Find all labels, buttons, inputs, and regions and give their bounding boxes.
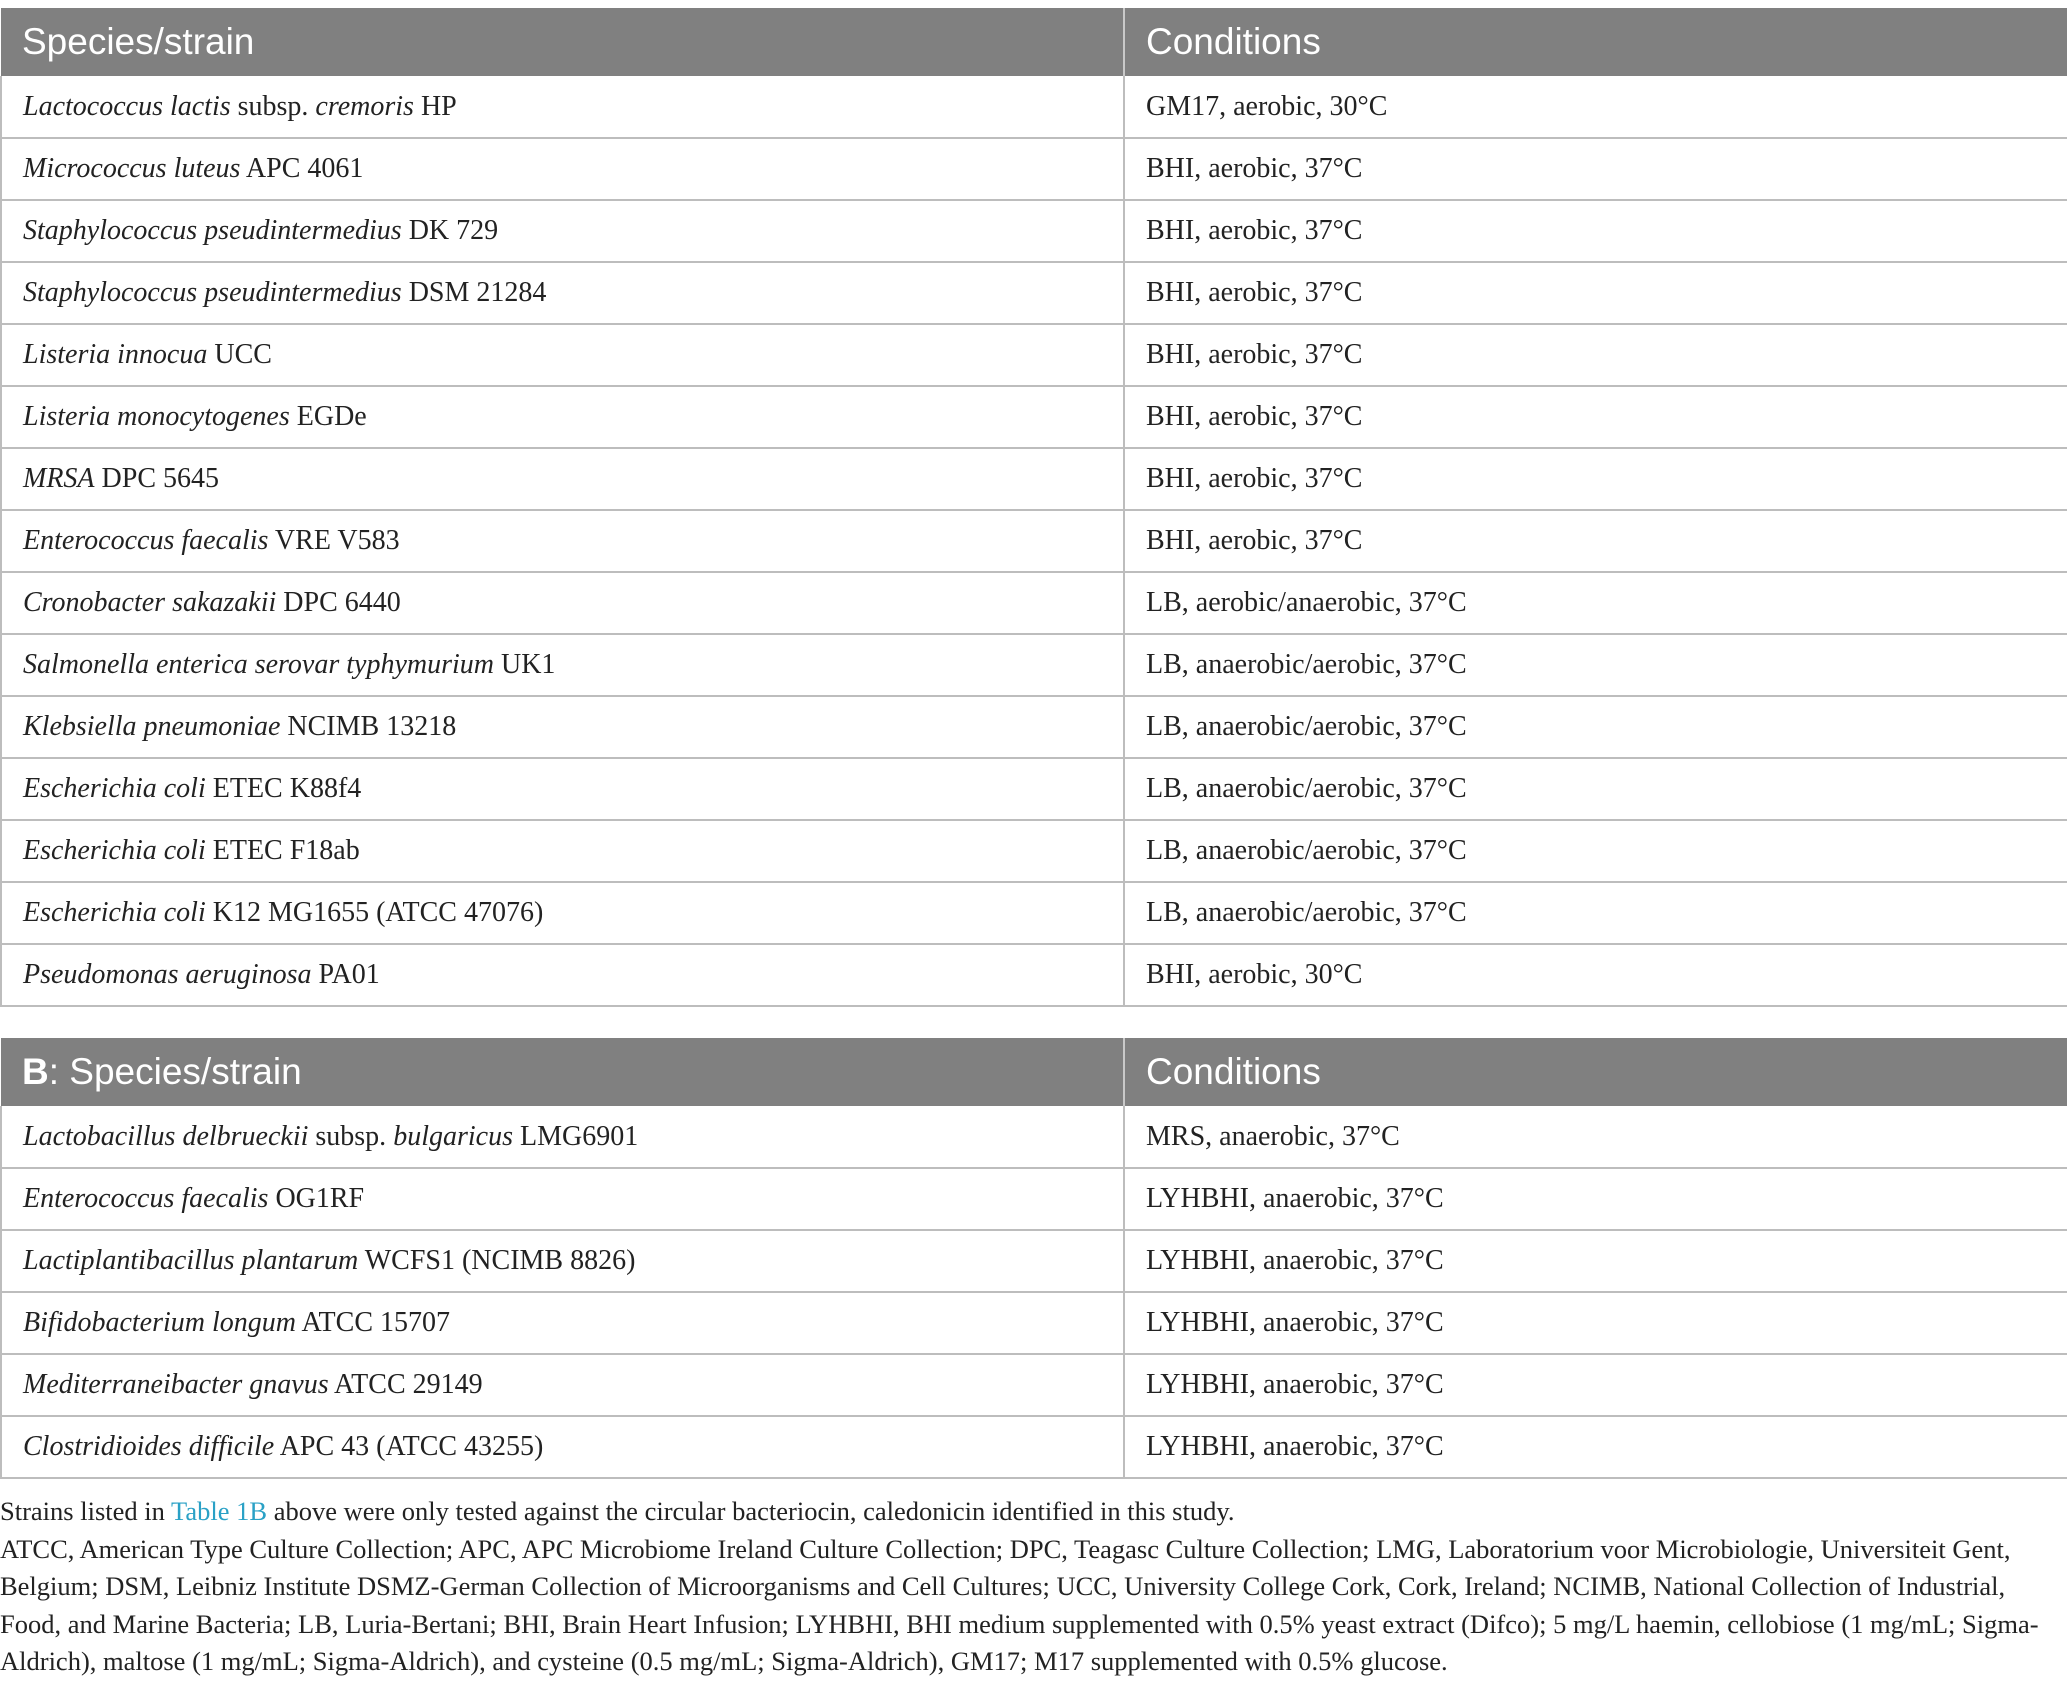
species-name-part: Lactiplantibacillus plantarum	[23, 1245, 359, 1276]
species-strain-cell	[1, 324, 1124, 386]
strain-table-b	[0, 1038, 2067, 1479]
species-strain-cell	[1, 262, 1124, 324]
species-strain-cell	[1, 76, 1124, 138]
species-name-part: Bifidobacterium longum	[23, 1307, 296, 1338]
table-row	[1, 262, 2067, 324]
conditions-cell: LYHBHI, anaerobic, 37°C	[1124, 1230, 2067, 1292]
species-name-part: Staphylococcus pseudintermedius	[23, 277, 402, 308]
conditions-cell: LYHBHI, anaerobic, 37°C	[1124, 1354, 2067, 1416]
conditions-cell: LB, anaerobic/aerobic, 37°C	[1124, 634, 2067, 696]
table-row	[1, 572, 2067, 634]
species-name-part: Micrococcus luteus	[23, 153, 241, 184]
species-name-part: Pseudomonas aeruginosa	[23, 959, 312, 990]
table-row	[1, 1168, 2067, 1230]
conditions-cell: BHI, aerobic, 37°C	[1124, 324, 2067, 386]
species-name-part: UCC	[207, 339, 272, 370]
species-name-part: Clostridioides difficile	[23, 1431, 275, 1462]
table-1b-link[interactable]: Table 1B	[171, 1496, 268, 1526]
table-row	[1, 324, 2067, 386]
conditions-cell: MRS, anaerobic, 37°C	[1124, 1106, 2067, 1168]
table-row	[1, 696, 2067, 758]
conditions-cell: LB, anaerobic/aerobic, 37°C	[1124, 820, 2067, 882]
footnote-text: above were only tested against the circular bacteriocin, caledonicin identified in this study.	[267, 1496, 1235, 1526]
species-strain-cell	[1, 696, 1124, 758]
species-name-part: Enterococcus faecalis	[23, 1183, 269, 1214]
species-name-part: ATCC 29149	[328, 1369, 483, 1400]
species-name-part: Klebsiella pneumoniae	[23, 711, 281, 742]
conditions-cell: LYHBHI, anaerobic, 37°C	[1124, 1168, 2067, 1230]
footnote-text: Strains listed in	[0, 1496, 172, 1526]
species-name-part: Listeria monocytogenes	[23, 401, 290, 432]
table-row	[1, 386, 2067, 448]
table-row	[1, 820, 2067, 882]
table-row	[1, 944, 2067, 1006]
conditions-cell: BHI, aerobic, 37°C	[1124, 386, 2067, 448]
species-name-part: APC 4061	[240, 153, 364, 184]
table-row	[1, 1292, 2067, 1354]
species-name-part: ETEC F18ab	[205, 835, 360, 866]
table-b-label: B	[22, 1051, 49, 1092]
species-name-part: DSM 21284	[401, 277, 547, 308]
species-name-part: Lactococcus lactis	[23, 90, 231, 122]
conditions-cell: BHI, aerobic, 37°C	[1124, 200, 2067, 262]
table-row	[1, 448, 2067, 510]
table-row	[1, 76, 2067, 138]
table-row	[1, 634, 2067, 696]
species-name-part: WCFS1 (NCIMB 8826)	[358, 1245, 636, 1276]
species-name-part: ATCC 15707	[295, 1307, 451, 1338]
species-name-part: DPC 6440	[276, 587, 401, 618]
footnote-scope	[0, 1493, 2060, 1531]
table-header-row	[1, 8, 2067, 76]
species-name-part: Enterococcus faecalis	[23, 525, 269, 556]
species-name-part: Escherichia coli	[23, 773, 206, 804]
header-species-strain	[1, 1038, 1124, 1106]
table-row	[1, 138, 2067, 200]
species-strain-cell	[1, 944, 1124, 1006]
header-species-strain-text: : Species/strain	[48, 1051, 302, 1092]
header-conditions: Conditions	[1124, 1038, 2067, 1106]
table-row	[1, 882, 2067, 944]
conditions-cell: LB, aerobic/anaerobic, 37°C	[1124, 572, 2067, 634]
conditions-cell: BHI, aerobic, 30°C	[1124, 944, 2067, 1006]
species-name-part: bulgaricus	[393, 1120, 513, 1152]
species-name-part: NCIMB 13218	[280, 711, 457, 742]
table-row	[1, 1230, 2067, 1292]
conditions-cell: LB, anaerobic/aerobic, 37°C	[1124, 882, 2067, 944]
species-name-part: Staphylococcus pseudintermedius	[23, 215, 402, 246]
species-strain-cell	[1, 572, 1124, 634]
species-strain-cell	[1, 448, 1124, 510]
conditions-cell: BHI, aerobic, 37°C	[1124, 262, 2067, 324]
conditions-cell: LB, anaerobic/aerobic, 37°C	[1124, 758, 2067, 820]
species-strain-cell	[1, 1230, 1124, 1292]
species-strain-cell	[1, 510, 1124, 572]
table-row	[1, 510, 2067, 572]
species-name-part: Escherichia coli	[23, 835, 206, 866]
species-name-part: DK 729	[401, 215, 499, 246]
table-row	[1, 758, 2067, 820]
species-name-part: Lactobacillus delbrueckii	[23, 1120, 309, 1152]
species-name-part: HP	[413, 90, 457, 122]
species-name-part: cremoris	[315, 90, 414, 122]
conditions-cell: BHI, aerobic, 37°C	[1124, 448, 2067, 510]
footnote-abbreviations: ATCC, American Type Culture Collection; APC, APC Microbiome Ireland Culture Collection; DPC, Teagasc Culture Collection; LMG, Laboratorium voor Microbiologie, Universiteit Gent, Belgium; DSM, Leibniz Institute DSMZ-German Collection of Microorganisms and Cell Cultures; UCC, University College Cork, Cork, Ireland; NCIMB, National Collection of Industrial, Food, and Marine Bacteria; LB, Luria-Bertani; BHI, Brain Heart Infusion; LYHBHI, BHI medium supplemented with 0.5% yeast extract (Difco); 5 mg/L haemin, cellobiose (1 mg/mL; Sigma-Aldrich), maltose (1 mg/mL; Sigma-Aldrich), and cysteine (0.5 mg/mL; Sigma-Aldrich), GM17; M17 supplemented with 0.5% glucose.	[0, 1533, 2039, 1676]
species-strain-cell	[1, 386, 1124, 448]
table-row	[1, 200, 2067, 262]
species-name-part: subsp.	[230, 90, 316, 122]
species-strain-cell	[1, 1106, 1124, 1168]
strain-table-a	[0, 8, 2067, 1007]
species-strain-cell	[1, 1354, 1124, 1416]
header-conditions: Conditions	[1124, 8, 2067, 76]
species-strain-cell	[1, 634, 1124, 696]
table-header-row	[1, 1038, 2067, 1106]
header-species-strain: Species/strain	[1, 8, 1124, 76]
species-strain-cell	[1, 820, 1124, 882]
conditions-cell: BHI, aerobic, 37°C	[1124, 510, 2067, 572]
conditions-cell: GM17, aerobic, 30°C	[1124, 76, 2067, 138]
species-name-part: subsp.	[308, 1120, 394, 1152]
species-strain-cell	[1, 758, 1124, 820]
species-name-part: Cronobacter sakazakii	[23, 587, 277, 618]
species-name-part: ETEC K88f4	[205, 773, 362, 804]
conditions-cell: BHI, aerobic, 37°C	[1124, 138, 2067, 200]
species-name-part: Listeria innocua	[23, 339, 208, 370]
species-strain-cell	[1, 1416, 1124, 1478]
species-strain-cell	[1, 138, 1124, 200]
conditions-cell: LYHBHI, anaerobic, 37°C	[1124, 1416, 2067, 1478]
species-name-part: Salmonella enterica serovar typhymurium	[23, 649, 494, 680]
species-name-part: Escherichia coli	[23, 897, 206, 928]
species-name-part: K12 MG1655 (ATCC 47076)	[205, 897, 544, 928]
species-strain-cell	[1, 1292, 1124, 1354]
table-row	[1, 1416, 2067, 1478]
species-name-part: UK1	[493, 649, 556, 680]
species-name-part: Mediterraneibacter gnavus	[23, 1369, 329, 1400]
species-strain-cell	[1, 200, 1124, 262]
species-strain-cell	[1, 882, 1124, 944]
conditions-cell: LB, anaerobic/aerobic, 37°C	[1124, 696, 2067, 758]
table-row	[1, 1354, 2067, 1416]
table-row	[1, 1106, 2067, 1168]
species-name-part: MRSA	[23, 463, 95, 494]
species-strain-cell	[1, 1168, 1124, 1230]
species-name-part: PA01	[311, 959, 380, 990]
species-name-part: VRE V583	[268, 525, 400, 556]
species-name-part: APC 43 (ATCC 43255)	[274, 1431, 544, 1462]
species-name-part: LMG6901	[512, 1120, 639, 1152]
species-name-part: DPC 5645	[94, 463, 219, 494]
conditions-cell: LYHBHI, anaerobic, 37°C	[1124, 1292, 2067, 1354]
species-name-part: OG1RF	[268, 1183, 365, 1214]
species-name-part: EGDe	[289, 401, 367, 432]
table-footnotes	[0, 1493, 2060, 1681]
